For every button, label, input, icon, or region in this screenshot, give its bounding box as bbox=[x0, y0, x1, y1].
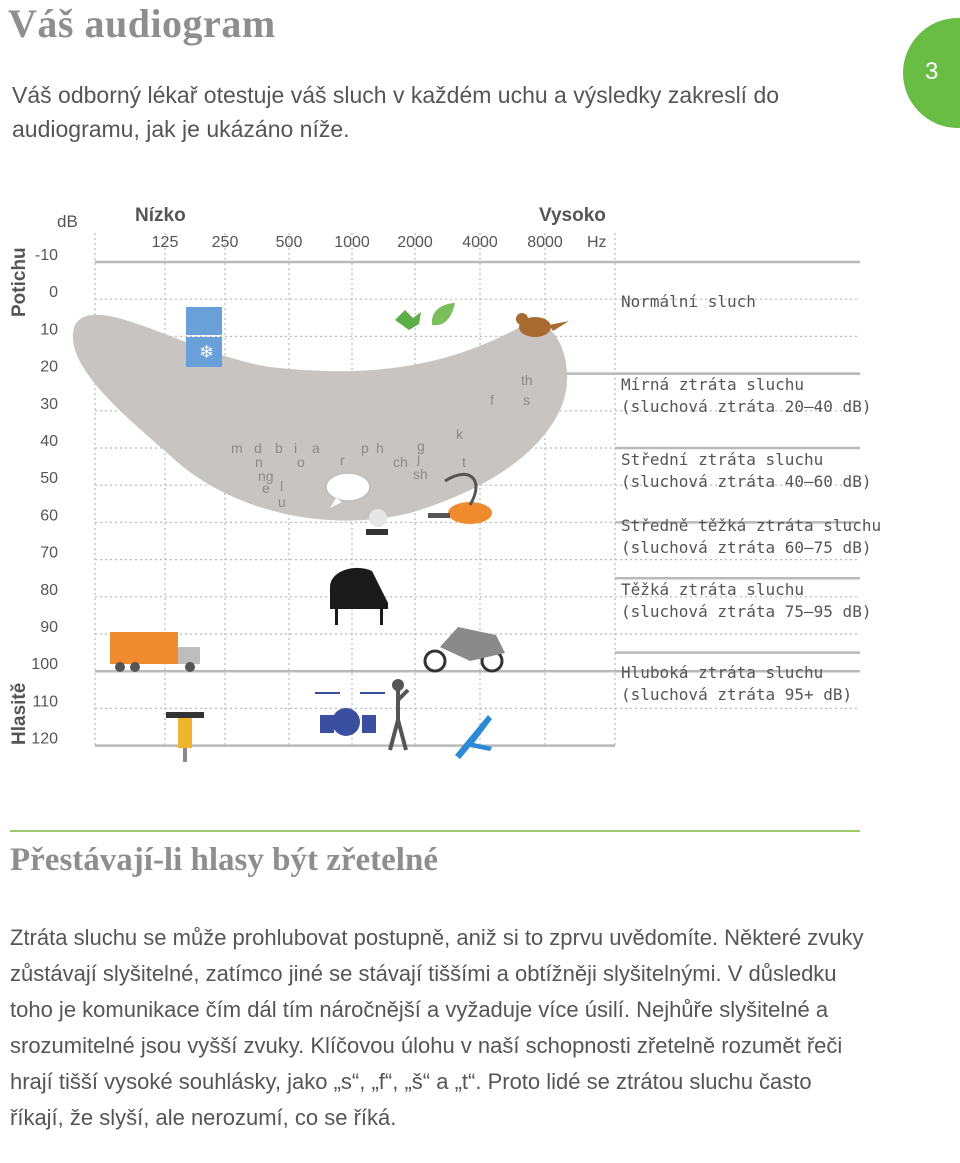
page-number: 3 bbox=[925, 58, 939, 85]
speech-banana bbox=[73, 315, 567, 521]
truck-icon bbox=[110, 632, 200, 672]
speech-sound: g bbox=[417, 438, 425, 454]
speech-sound: n bbox=[255, 454, 263, 470]
band-name: Těžká ztráta sluchu bbox=[621, 580, 805, 599]
band-name: Mírná ztráta sluchu bbox=[621, 375, 805, 394]
intro-text: Váš odborný lékař otestuje váš sluch v každém uchu a výsledky zakreslí do audiogramu, jak je ukázáno níže. bbox=[12, 82, 780, 142]
band-name: Hluboká ztráta sluchu bbox=[621, 663, 824, 682]
frequency-label: 2000 bbox=[397, 234, 433, 251]
frequency-label: 125 bbox=[151, 234, 179, 251]
speech-sound: e bbox=[262, 480, 270, 496]
speech-sound: ch bbox=[393, 454, 408, 470]
piano-icon bbox=[330, 568, 388, 625]
speech-sound: l bbox=[280, 478, 284, 494]
db-level-label: 0 bbox=[49, 284, 58, 302]
frequency-label: 500 bbox=[275, 234, 303, 251]
low-frequency-label: Nízko bbox=[135, 205, 186, 226]
hearing-band-label bbox=[621, 375, 871, 416]
speech-sound: th bbox=[521, 372, 533, 388]
speech-sound: j bbox=[417, 450, 421, 466]
band-name: Středně těžká ztráta sluchu bbox=[621, 516, 882, 535]
speech-sound: m bbox=[231, 440, 243, 456]
speech-sound: u bbox=[278, 494, 286, 510]
db-level-label: 30 bbox=[40, 395, 58, 413]
speech-sound: i bbox=[294, 440, 298, 456]
high-frequency-label: Vysoko bbox=[539, 205, 606, 226]
db-level-label: 10 bbox=[40, 321, 58, 339]
section-paragraph bbox=[10, 920, 870, 1136]
clock-icon bbox=[186, 307, 222, 367]
paragraph-text: Ztráta sluchu se může prohlubovat postupně, aniž si to zprvu uvědomíte. Některé zvuky zůstávají slyšitelné, zatímco jiné se stávají tiššími a obtížněji slyšitelnými. V důsledku toho je komunikace čím dál tím náročnější a vyžaduje více úsilí. Nejhůře slyšitelné a srozumitelné jsou vyšší zvuky. Klíčovou úlohu v naší schopnosti zřetelně rozumět řeči hrají tišší vysoké souhlásky, jako „s“, „f“, „š“ a „t“. Proto lidé se ztrátou sluchu často říkají, že slyší, ale nerozumí, co se říká. bbox=[10, 925, 864, 1130]
band-range: (sluchová ztráta 60–75 dB) bbox=[621, 538, 872, 557]
speech-sound: s bbox=[523, 392, 530, 408]
band-range: (sluchová ztráta 20–40 dB) bbox=[621, 397, 872, 416]
loud-label: Hlasitě bbox=[9, 682, 30, 745]
frequency-label: 4000 bbox=[462, 234, 498, 251]
db-level-label: 70 bbox=[40, 544, 58, 562]
airplane-icon bbox=[455, 715, 492, 759]
section-heading: Přestávají-li hlasy být zřetelné bbox=[10, 842, 438, 878]
speech-sound: h bbox=[376, 440, 384, 456]
frequency-label: 8000 bbox=[527, 234, 563, 251]
frequency-label: 250 bbox=[211, 234, 239, 251]
speech-sound: ng bbox=[258, 468, 274, 484]
speech-sound: b bbox=[275, 440, 283, 456]
speech-sound: o bbox=[297, 454, 305, 470]
db-level-label: 60 bbox=[40, 507, 58, 525]
page-title: Váš audiogram bbox=[8, 1, 276, 46]
hearing-band-label bbox=[621, 292, 756, 311]
speech-sound: a bbox=[312, 440, 320, 456]
speech-sound: p bbox=[361, 440, 369, 456]
page-number-badge bbox=[903, 18, 960, 128]
band-name: Normální sluch bbox=[621, 292, 756, 311]
speech-sound: t bbox=[462, 454, 466, 470]
hearing-band-label bbox=[621, 663, 852, 704]
band-range: (sluchová ztráta 95+ dB) bbox=[621, 685, 853, 704]
hearing-band-label bbox=[621, 580, 871, 621]
db-level-label: 40 bbox=[40, 433, 58, 450]
speech-sound: f bbox=[490, 392, 494, 408]
jackhammer-icon bbox=[166, 712, 204, 762]
drums-icon bbox=[315, 679, 408, 750]
db-level-label: 100 bbox=[31, 656, 58, 674]
band-range: (sluchová ztráta 75–95 dB) bbox=[621, 602, 872, 621]
db-level-label: 90 bbox=[40, 619, 58, 636]
band-name: Střední ztráta sluchu bbox=[621, 450, 824, 469]
db-level-label: 110 bbox=[32, 693, 58, 711]
bird-icon bbox=[516, 313, 569, 337]
db-unit-label: dB bbox=[57, 212, 78, 231]
db-level-label: 80 bbox=[40, 581, 58, 599]
db-labels bbox=[31, 247, 58, 748]
frequency-label: 1000 bbox=[334, 234, 370, 251]
speech-sound: r bbox=[340, 452, 345, 468]
leaves-icon bbox=[395, 303, 455, 330]
db-level-label: 50 bbox=[40, 470, 58, 488]
speech-sound: k bbox=[456, 426, 463, 442]
band-range: (sluchová ztráta 40–60 dB) bbox=[621, 472, 872, 491]
section-divider bbox=[10, 830, 860, 832]
audiogram-chart bbox=[0, 195, 960, 795]
db-level-label: 20 bbox=[40, 358, 58, 376]
db-level-label: -10 bbox=[34, 247, 58, 264]
hearing-band-label bbox=[621, 516, 881, 557]
svg-text:❄: ❄ bbox=[199, 342, 215, 363]
db-level-label: 120 bbox=[31, 730, 58, 748]
quiet-label: Potichu bbox=[9, 247, 30, 317]
speech-sound: sh bbox=[413, 466, 428, 482]
speech-sound: d bbox=[254, 440, 262, 456]
hz-unit-label: Hz bbox=[587, 234, 607, 251]
hearing-bands bbox=[621, 292, 881, 704]
hearing-band-label bbox=[621, 450, 871, 491]
frequency-labels bbox=[152, 234, 563, 251]
